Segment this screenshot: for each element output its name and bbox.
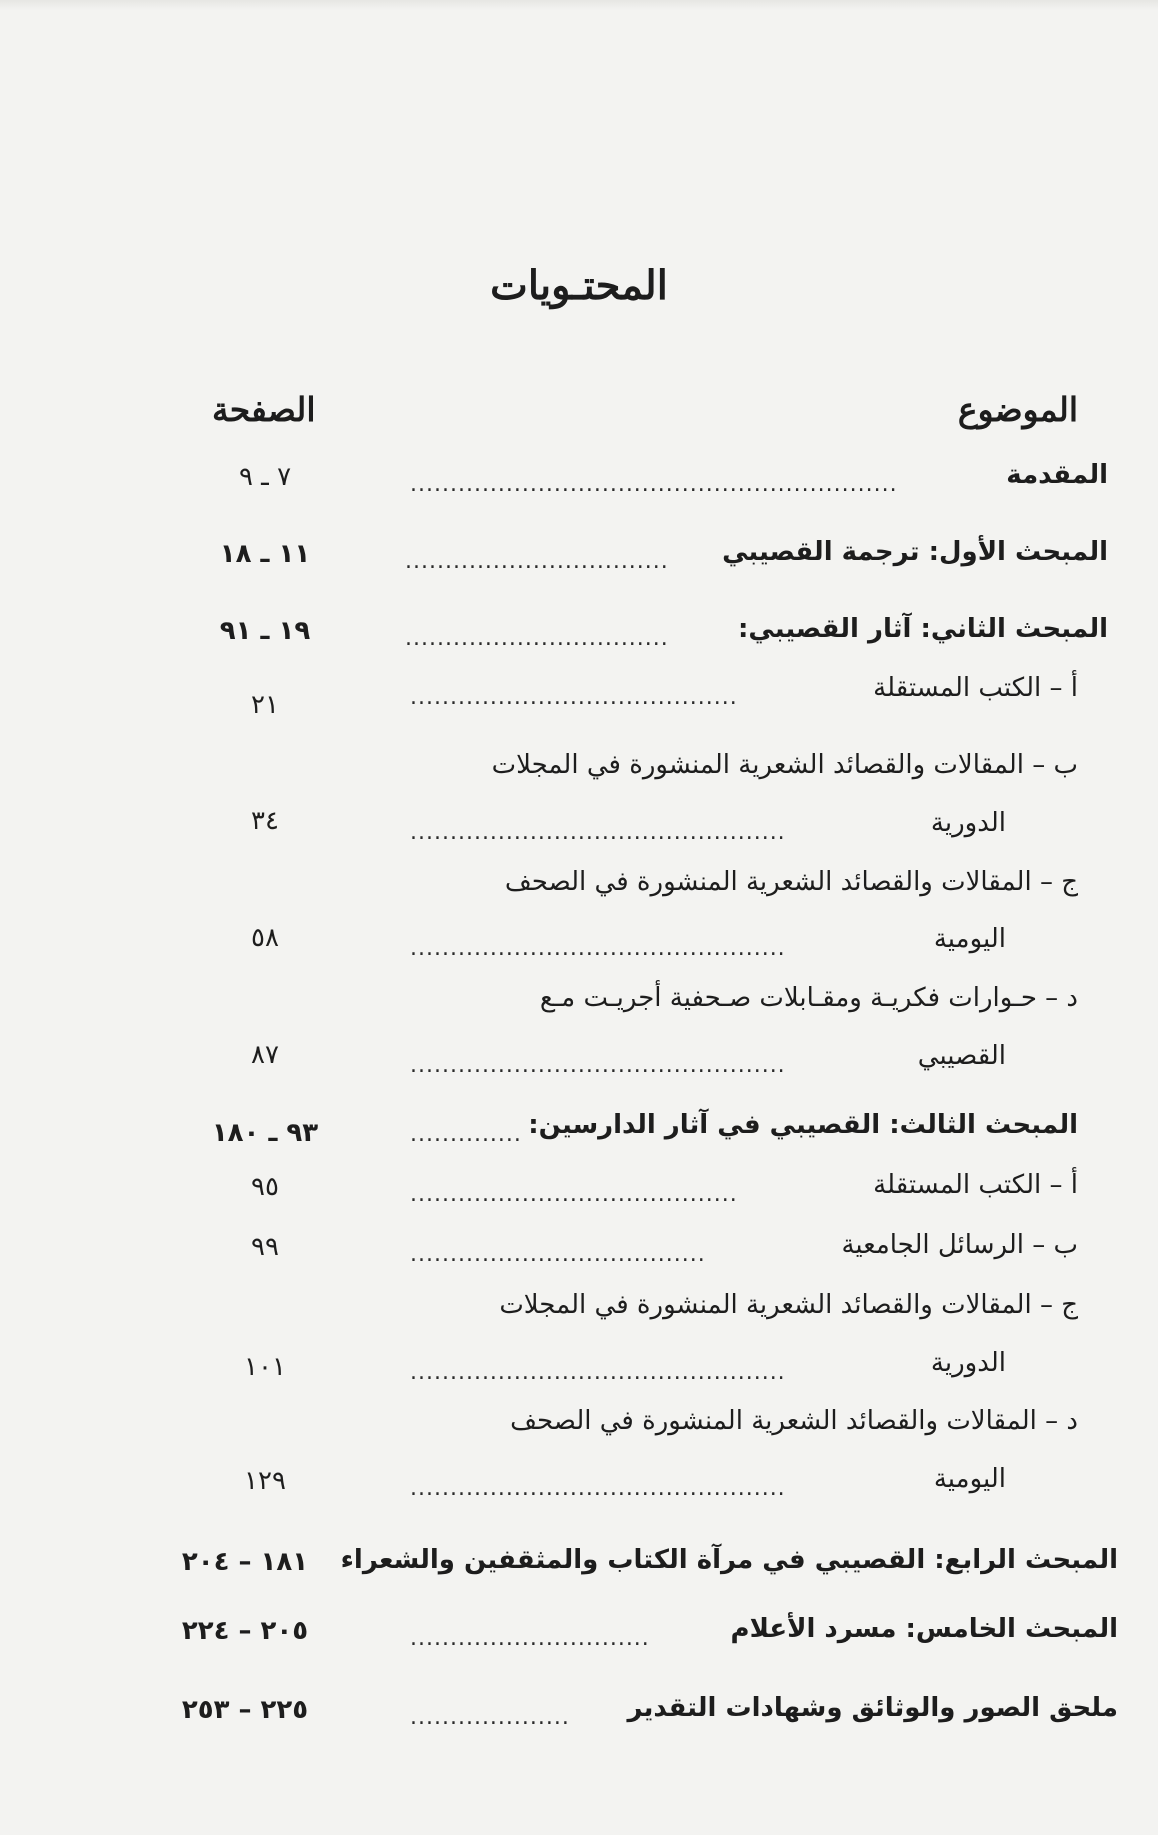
- dot-leader: .....................................: [410, 1242, 706, 1267]
- toc-entry-chapter-5: المبحث الخامس: مسرد الأعلام: [730, 1614, 1118, 1644]
- toc-entry-introduction: المقدمة: [1006, 460, 1108, 490]
- toc-subentry: أ – الكتب المستقلة: [873, 1170, 1078, 1200]
- toc-subentry-continuation: الدورية: [930, 1348, 1006, 1378]
- dot-leader: ...............................................: [410, 1360, 786, 1385]
- page-number: ٣٤: [251, 806, 279, 836]
- dot-leader: .................................: [405, 549, 669, 574]
- page-number: ٧ ـ ٩: [238, 462, 292, 492]
- dot-leader: .............................................................: [410, 472, 898, 497]
- page-number: ٩٣ ـ ١٨٠: [211, 1118, 319, 1148]
- page-number: ١٨١ – ٢٠٤: [181, 1547, 309, 1577]
- toc-subentry: ج – المقالات والقصائد الشعرية المنشورة في المجلات: [499, 1290, 1078, 1320]
- toc-subentry: ب – الرسائل الجامعية: [841, 1230, 1078, 1260]
- dot-leader: ...............................................: [410, 820, 786, 845]
- page-number: ١٠١: [244, 1352, 286, 1382]
- page-number: ٩٩: [251, 1232, 279, 1262]
- toc-entry-appendix: ملحق الصور والوثائق وشهادات التقدير: [627, 1693, 1118, 1723]
- page-number: ٢٠٥ – ٢٢٤: [181, 1616, 309, 1646]
- page-number: ١٢٩: [244, 1466, 286, 1496]
- toc-subentry-continuation: القصيبي: [917, 1041, 1006, 1071]
- toc-entry-chapter-1: المبحث الأول: ترجمة القصيبي: [722, 537, 1108, 567]
- dot-leader: ..............: [410, 1122, 522, 1147]
- page-column-header: الصفحة: [212, 390, 316, 429]
- dot-leader: .........................................: [410, 1182, 738, 1207]
- page-number: ٩٥: [251, 1172, 279, 1202]
- page-number: ٢١: [251, 690, 279, 720]
- topic-column-header: الموضوع: [957, 390, 1078, 429]
- toc-subentry-continuation: الدورية: [930, 808, 1006, 838]
- page-number: ٥٨: [251, 923, 279, 953]
- toc-subentry-continuation: اليومية: [933, 1464, 1006, 1494]
- toc-subentry-continuation: اليومية: [933, 924, 1006, 954]
- dot-leader: .................................: [405, 626, 669, 651]
- toc-subentry: ب – المقالات والقصائد الشعرية المنشورة في المجلات: [491, 750, 1078, 780]
- page-number: ١١ ـ ١٨: [219, 539, 311, 569]
- toc-entry-chapter-2: المبحث الثاني: آثار القصيبي:: [738, 614, 1108, 644]
- dot-leader: ...............................................: [410, 936, 786, 961]
- dot-leader: ...............................................: [410, 1053, 786, 1078]
- dot-leader: ..............................: [410, 1626, 650, 1651]
- page-title: المحتـويات: [490, 262, 668, 309]
- page-edge: [0, 0, 1158, 10]
- toc-entry-chapter-4: المبحث الرابع: القصيبي في مرآة الكتاب والمثقفين والشعراء: [340, 1545, 1118, 1575]
- toc-subentry: د – المقالات والقصائد الشعرية المنشورة في الصحف: [510, 1406, 1078, 1436]
- toc-entry-chapter-3: المبحث الثالث: القصيبي في آثار الدارسين:: [528, 1110, 1078, 1140]
- page-number: ١٩ ـ ٩١: [219, 616, 311, 646]
- dot-leader: ...............................................: [410, 1476, 786, 1501]
- dot-leader: .........................................: [410, 685, 738, 710]
- page-number: ٢٢٥ – ٢٥٣: [181, 1695, 309, 1725]
- toc-subentry: أ – الكتب المستقلة: [873, 673, 1078, 703]
- page-number: ٨٧: [251, 1040, 279, 1070]
- toc-subentry: ج – المقالات والقصائد الشعرية المنشورة في الصحف: [504, 867, 1078, 897]
- dot-leader: ....................: [410, 1705, 570, 1730]
- toc-subentry: د – حـوارات فكريـة ومقـابلات صـحفية أجريـت مـع: [539, 983, 1078, 1013]
